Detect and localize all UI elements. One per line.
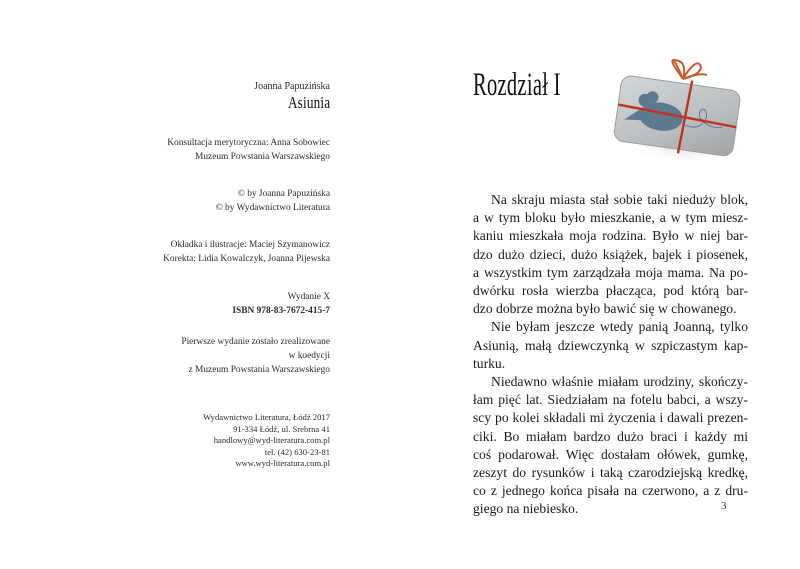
text-line: Asiunią, małą dziewczynką w szpiczastym kap-: [473, 337, 748, 353]
first-edition-line: Pierwsze wydanie zostało zrealizowane: [181, 337, 330, 347]
text-line: Na skraju miasta stał sobie taki nieduży blok,: [491, 192, 748, 207]
credits-line: Okładka i ilustracje: Maciej Szymanowicz: [170, 240, 330, 250]
book-title: [288, 93, 330, 113]
gift-box-illustration-icon: [603, 55, 753, 170]
first-edition-line: z Muzeum Powstania Warszawskiego: [188, 365, 330, 375]
text-line: coś podarował. Więc dostałam ołówek, gumkę,: [473, 446, 748, 462]
text-line: kaniu mieszkała moja rodzina. Było w niej bar-: [473, 228, 748, 244]
publisher-name: Wydawnictwo Literatura, Łódź 2017: [203, 412, 330, 422]
text-line: Niedawno właśnie miałam urodziny, skończy-: [491, 374, 748, 390]
text-line: Nie byłam jeszcze wtedy panią Joanną, tylko: [491, 319, 748, 335]
author-name: [254, 80, 330, 94]
credits-line: Korekta: Lidia Kowalczyk, Joanna Pijewska: [163, 254, 330, 264]
publisher-email: handlowy@wyd-literatura.com.pl: [213, 435, 330, 446]
production-credits: [163, 238, 330, 266]
text-line: a w tym bloku było mieszkanie, a w tym miesz-: [473, 210, 748, 226]
consultation-line: Muzeum Powstania Warszawskiego: [195, 152, 330, 162]
text-line: zeszyt do rysunków i taką czarodziejską kredkę,: [473, 465, 748, 481]
text-line: a wszystkim tym zarządzała moja mama. Na po-: [473, 264, 748, 280]
first-edition-line: w koedycji: [288, 351, 330, 361]
text-line: ciki. Bo miałam bardzo dużo braci i każdy mi: [473, 428, 748, 444]
isbn: ISBN 978-83-7672-415-7: [232, 306, 330, 316]
consultation-line: Konsultacja merytoryczna: Anna Sobowiec: [167, 138, 330, 148]
chapter-body-text: [473, 191, 748, 519]
text-line: giego na niebiesko.: [473, 501, 579, 517]
text-line: co z jednego końca pisała na czerwono, a z dru-: [473, 483, 748, 499]
chapter-title: Rozdział I: [473, 67, 561, 103]
text-line: scy po kolei składali mi życzenia i dawali prezen-: [473, 410, 748, 426]
edition-number: Wydanie X: [287, 292, 330, 302]
book-title-text: Asiunia: [287, 93, 330, 112]
publisher-info: [203, 412, 330, 470]
copyright-line: © by Wydawnictwo Literatura: [215, 203, 330, 213]
text-line: turku.: [473, 355, 506, 371]
page-number: 3: [721, 500, 727, 512]
publisher-address: 91-334 Łódź, ul. Srebrna 41: [233, 423, 330, 434]
right-page-chapter: [400, 0, 800, 569]
copyright-notice: [216, 187, 330, 215]
text-line: dzo dobrze można było bawić się w chowanego.: [473, 301, 737, 317]
text-line: łam pięć lat. Siedziałam na fotelu babci, a wszy-: [473, 392, 748, 408]
author-name-text: Joanna Papuzińska: [254, 81, 330, 92]
text-line: dwórku rosła wierzba płacząca, pod którą bar-: [473, 283, 748, 299]
text-line: dzo dużo dzieci, dużo książek, bajek i piosenek,: [473, 246, 748, 262]
publisher-phone: tel. (42) 630-23-81: [264, 446, 330, 457]
consultation-credit: [167, 136, 330, 164]
copyright-line: © by Joanna Papuzińska: [237, 189, 330, 199]
first-edition-note: [181, 335, 330, 377]
publisher-website: www.wyd-literatura.com.pl: [235, 458, 330, 469]
edition-info: [232, 290, 330, 318]
